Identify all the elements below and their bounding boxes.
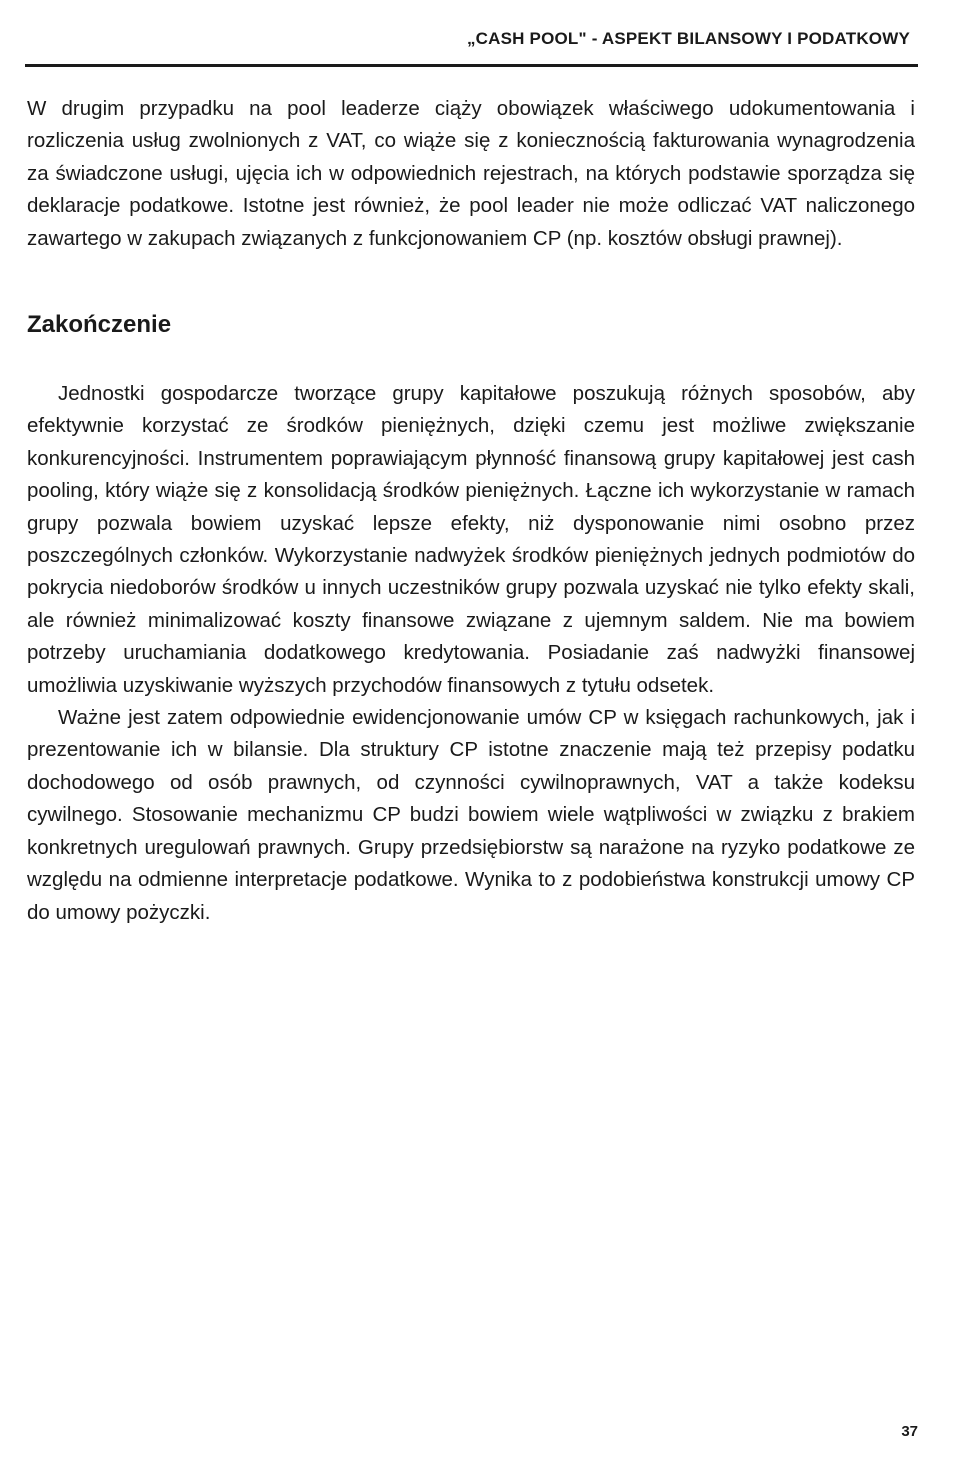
header-rule: [25, 64, 918, 67]
intro-paragraph: W drugim przypadku na pool leaderze ciąży obowiązek właściwego udokumentowania i rozliczenia usług zwolnionych z VAT, co wiąże się z koniecznością fakturowania wynagrodzenia za świadczone usługi, ujęcia ich w odpowiednich rejestrach, na których podstawie sporządza się deklaracje podatkowe. Istotne jest również, że pool leader nie może odliczać VAT naliczonego zawartego w zakupach związanych z funkcjonowaniem CP (np. kosztów obsługi prawnej).: [27, 97, 915, 250]
running-header: „CASH POOL" - ASPEKT BILANSOWY I PODATKOWY: [466, 29, 910, 48]
section-body: [27, 378, 915, 929]
section-heading: Zakończenie: [27, 311, 172, 338]
intro-paragraph-block: [27, 93, 915, 255]
page-number: 37: [901, 1423, 918, 1440]
section-paragraph-2: Ważne jest zatem odpowiednie ewidencjonowanie umów CP w księgach rachunkowych, jak i prezentowanie ich w bilansie. Dla struktury CP istotne znaczenie mają też przepisy podatku dochodowego od osób prawnych, od czynności cywilnoprawnych, VAT a także kodeksu cywilnego. Stosowanie mechanizmu CP budzi bowiem wiele wątpliwości w związku z brakiem konkretnych uregulowań prawnych. Grupy przedsiębiorstw są narażone na ryzyko podatkowe ze względu na odmienne interpretacje podatkowe. Wynika to z podobieństwa konstrukcji umowy CP do umowy pożyczki.: [27, 706, 915, 924]
section-paragraph-1: Jednostki gospodarcze tworzące grupy kapitałowe poszukują różnych sposobów, aby efektywnie korzystać ze środków pieniężnych, dzięki czemu jest możliwe zwiększanie konkurencyjności. Instrumentem poprawiającym płynność finansową grupy kapitałowej jest cash pooling, który wiąże się z konsolidacją środków pieniężnych. Łączne ich wykorzystanie w ramach grupy pozwala bowiem uzyskać lepsze efekty, niż dysponowanie nimi osobno przez poszczególnych członków. Wykorzystanie nadwyżek środków pieniężnych jednych podmiotów do pokrycia niedoborów środków u innych uczestników grupy pozwala uzyskać nie tylko efekty skali, ale również minimalizować koszty finansowe związane z ujemnym saldem. Nie ma bowiem potrzeby uruchamiania dodatkowego kredytowania. Posiadanie zaś nadwyżki finansowej umożliwia uzyskiwanie wyższych przychodów finansowych z tytułu odsetek.: [27, 382, 915, 697]
